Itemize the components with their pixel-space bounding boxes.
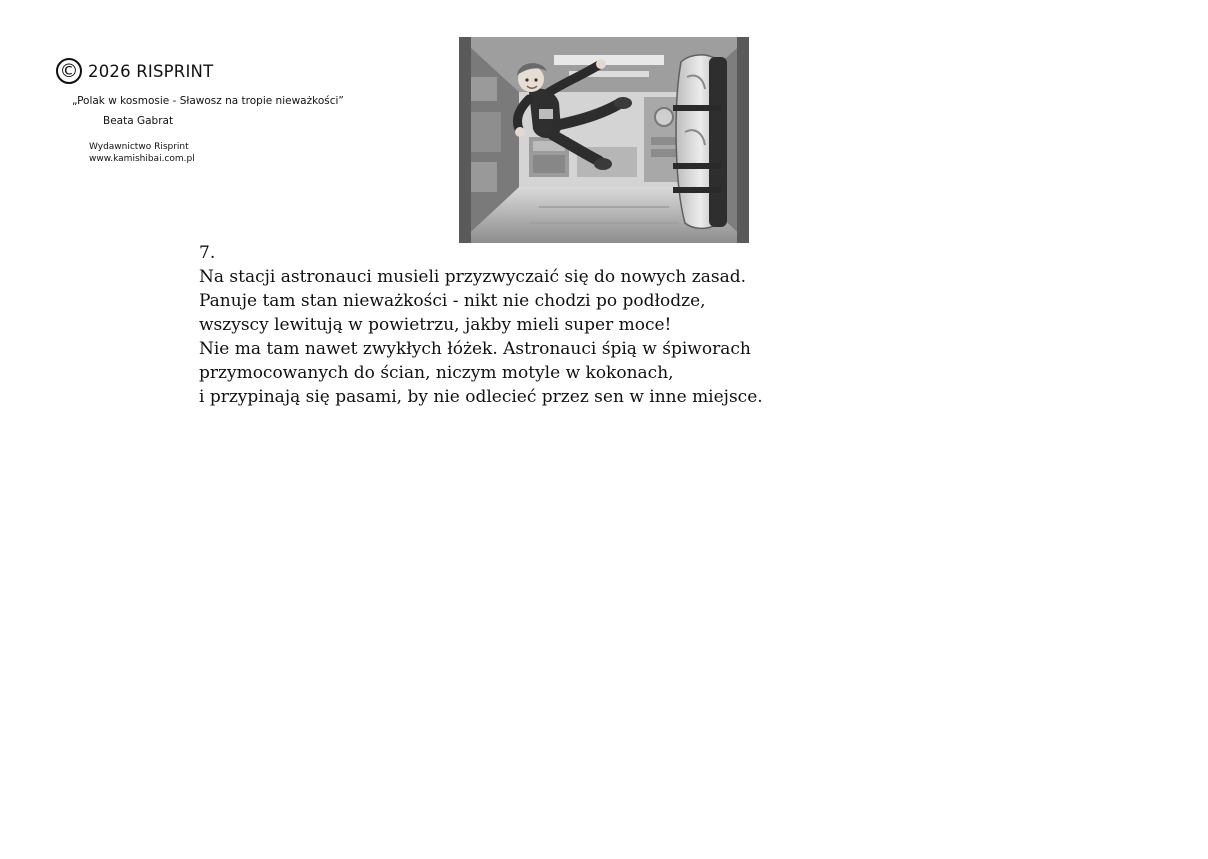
- author-name: Beata Gabrat: [103, 115, 174, 127]
- book-title: „Polak w kosmosie - Sławosz na tropie nieważkości”: [72, 95, 344, 107]
- copyright-text: 2026 RISPRINT: [88, 61, 214, 81]
- story-line: Na stacji astronauci musieli przyzwyczaić się do nowych zasad.: [199, 267, 747, 287]
- story-line: Nie ma tam nawet zwykłych łóżek. Astronauci śpią w śpiworach: [199, 339, 751, 359]
- story-line: przymocowanych do ścian, niczym motyle w kokonach,: [199, 363, 674, 383]
- story-text: [199, 241, 763, 409]
- story-line: Panuje tam stan nieważkości - nikt nie chodzi po podłodze,: [199, 291, 706, 311]
- copyright-icon: ©: [56, 58, 82, 84]
- publisher-name: Wydawnictwo Risprint: [89, 142, 189, 152]
- page-number: 7.: [199, 243, 216, 263]
- publisher-url: www.kamishibai.com.pl: [89, 154, 195, 164]
- copyright-notice: [56, 56, 213, 86]
- illustration-drawing: [459, 37, 749, 243]
- publisher-info: [89, 141, 195, 165]
- story-line: wszyscy lewitują w powietrzu, jakby mieli super moce!: [199, 315, 672, 335]
- story-line: i przypinają się pasami, by nie odlecieć przez sen w inne miejsce.: [199, 387, 763, 407]
- astronaut-space-station-illustration: [459, 37, 749, 243]
